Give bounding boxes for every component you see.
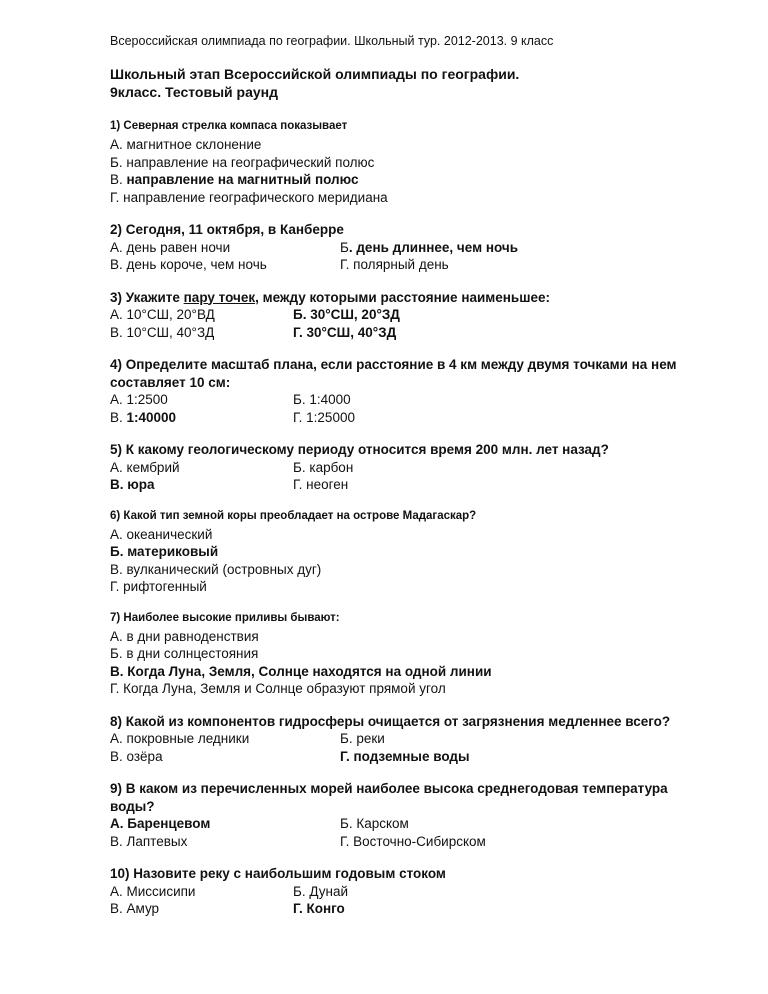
q6-option-a: А. океанический <box>110 526 213 542</box>
question-2 <box>110 221 720 274</box>
q7-option-d: Г. Когда Луна, Земля и Солнце образуют прямой угол <box>110 681 446 696</box>
q3-title-post: , между которыми расстояние наименьшее: <box>255 289 550 305</box>
question-7 <box>110 611 720 698</box>
title-line-1: Школьный этап Всероссийской олимпиады по географии. <box>110 66 520 82</box>
q4-option-b: Б. 1:4000 <box>293 392 351 407</box>
q7-option-b: Б. в дни солнцестояния <box>110 646 259 661</box>
q8-row-2 <box>110 748 720 766</box>
q4-row-2 <box>110 409 720 427</box>
question-6-title: 6) Какой тип земной коры преобладает на острове Мадагаскар? <box>110 509 477 522</box>
document-title <box>110 65 720 101</box>
q2-row-2 <box>110 256 720 274</box>
q10-option-c: В. Амур <box>110 901 160 916</box>
q4-option-c-letter: В. <box>110 409 127 425</box>
q4-option-c <box>110 409 293 427</box>
question-3 <box>110 289 720 342</box>
q10-option-d: Г. Конго <box>293 901 345 916</box>
q9-option-d: Г. Восточно-Сибирском <box>340 833 486 849</box>
q10-option-b: Б. Дунай <box>293 883 349 899</box>
q10-row-1 <box>110 883 720 901</box>
q8-option-a: А. покровные ледники <box>110 731 250 746</box>
question-4 <box>110 356 720 426</box>
q10-option-a: А. Миссисипи <box>110 883 196 899</box>
question-8 <box>110 713 720 766</box>
question-5-title: 5) К какому геологическому периоду относится время 200 млн. лет назад? <box>110 442 609 457</box>
q9-option-b: Б. Карском <box>340 816 409 831</box>
q1-option-c <box>110 171 720 189</box>
q9-option-a: А. Баренцевом <box>110 816 211 831</box>
question-1 <box>110 119 720 206</box>
q3-title-pre: 3) Укажите <box>110 289 184 305</box>
q2-option-d: Г. полярный день <box>340 257 449 272</box>
q2-option-b <box>340 239 720 257</box>
q9-row-2 <box>110 833 720 851</box>
q5-option-c: В. юра <box>110 477 155 492</box>
q3-option-d: Г. 30°СШ, 40°ЗД <box>293 324 397 340</box>
document-page <box>110 34 720 933</box>
q3-option-b: Б. 30°СШ, 20°ЗД <box>293 307 400 322</box>
q9-option-c: В. Лаптевых <box>110 833 188 849</box>
q9-row-1 <box>110 815 720 833</box>
question-6 <box>110 509 720 596</box>
q7-option-a: А. в дни равноденствия <box>110 628 259 644</box>
question-10-title: 10) Назовите реку с наибольшим годовым стоком <box>110 866 446 881</box>
q2-option-c: В. день короче, чем ночь <box>110 257 267 272</box>
q2-option-b-text: . день длиннее, чем ночь <box>348 239 519 255</box>
question-3-title <box>110 289 720 307</box>
q1-option-d: Г. направление географического меридиана <box>110 189 388 205</box>
question-5 <box>110 441 720 494</box>
q1-option-a: А. магнитное склонение <box>110 137 262 152</box>
q4-row-1 <box>110 391 720 409</box>
question-9 <box>110 780 720 850</box>
q5-row-1 <box>110 459 720 477</box>
q2-option-b-letter: Б <box>340 239 349 255</box>
running-header: Всероссийская олимпиада по географии. Школьный тур. 2012-2013. 9 класс <box>110 34 554 48</box>
q3-row-2 <box>110 324 720 342</box>
q3-title-underlined: пару точек <box>183 289 256 305</box>
question-1-title: 1) Северная стрелка компаса показывает <box>110 120 348 132</box>
q4-option-d: Г. 1:25000 <box>293 409 355 425</box>
q5-option-b: Б. карбон <box>293 459 354 475</box>
q2-row-1 <box>110 239 720 257</box>
q8-row-1 <box>110 730 720 748</box>
q6-option-d: Г. рифтогенный <box>110 579 207 594</box>
q8-option-d: Г. подземные воды <box>340 748 470 764</box>
q1-option-c-text: направление на магнитный полюс <box>126 172 359 187</box>
q4-option-c-text: 1:40000 <box>126 409 177 425</box>
question-9-title-line-2: воды? <box>110 798 155 814</box>
q10-row-2 <box>110 900 720 918</box>
q4-option-a: А. 1:2500 <box>110 392 168 407</box>
q8-option-c: В. озёра <box>110 748 163 764</box>
question-9-title-line-1: 9) В каком из перечисленных морей наиболее высока среднегодовая температура <box>110 781 668 796</box>
q3-row-1 <box>110 306 720 324</box>
q1-option-c-letter: В. <box>110 172 127 187</box>
question-10 <box>110 865 720 918</box>
question-8-title: 8) Какой из компонентов гидросферы очищается от загрязнения медленнее всего? <box>110 713 671 729</box>
q1-option-b: Б. направление на географический полюс <box>110 154 375 170</box>
q3-option-c: В. 10°СШ, 40°ЗД <box>110 324 215 340</box>
question-2-title: 2) Сегодня, 11 октября, в Канберре <box>110 222 344 237</box>
q5-row-2 <box>110 476 720 494</box>
title-line-2: 9класс. Тестовый раунд <box>110 84 278 100</box>
q8-option-b: Б. реки <box>340 731 385 746</box>
q5-option-d: Г. неоген <box>293 477 349 492</box>
q2-option-a: А. день равен ночи <box>110 239 231 255</box>
question-7-title: 7) Наиболее высокие приливы бывают: <box>110 611 340 624</box>
q5-option-a: А. кембрий <box>110 459 180 475</box>
question-4-title-line-2: составляет 10 см: <box>110 374 231 390</box>
q6-option-c: В. вулканический (островных дуг) <box>110 561 322 577</box>
q7-option-c: В. Когда Луна, Земля, Солнце находятся на одной линии <box>110 663 492 679</box>
q6-option-b: Б. материковый <box>110 544 219 559</box>
q3-option-a: А. 10°СШ, 20°ВД <box>110 307 215 322</box>
question-4-title-line-1: 4) Определите масштаб плана, если расстояние в 4 км между двумя точками на нем <box>110 357 677 372</box>
